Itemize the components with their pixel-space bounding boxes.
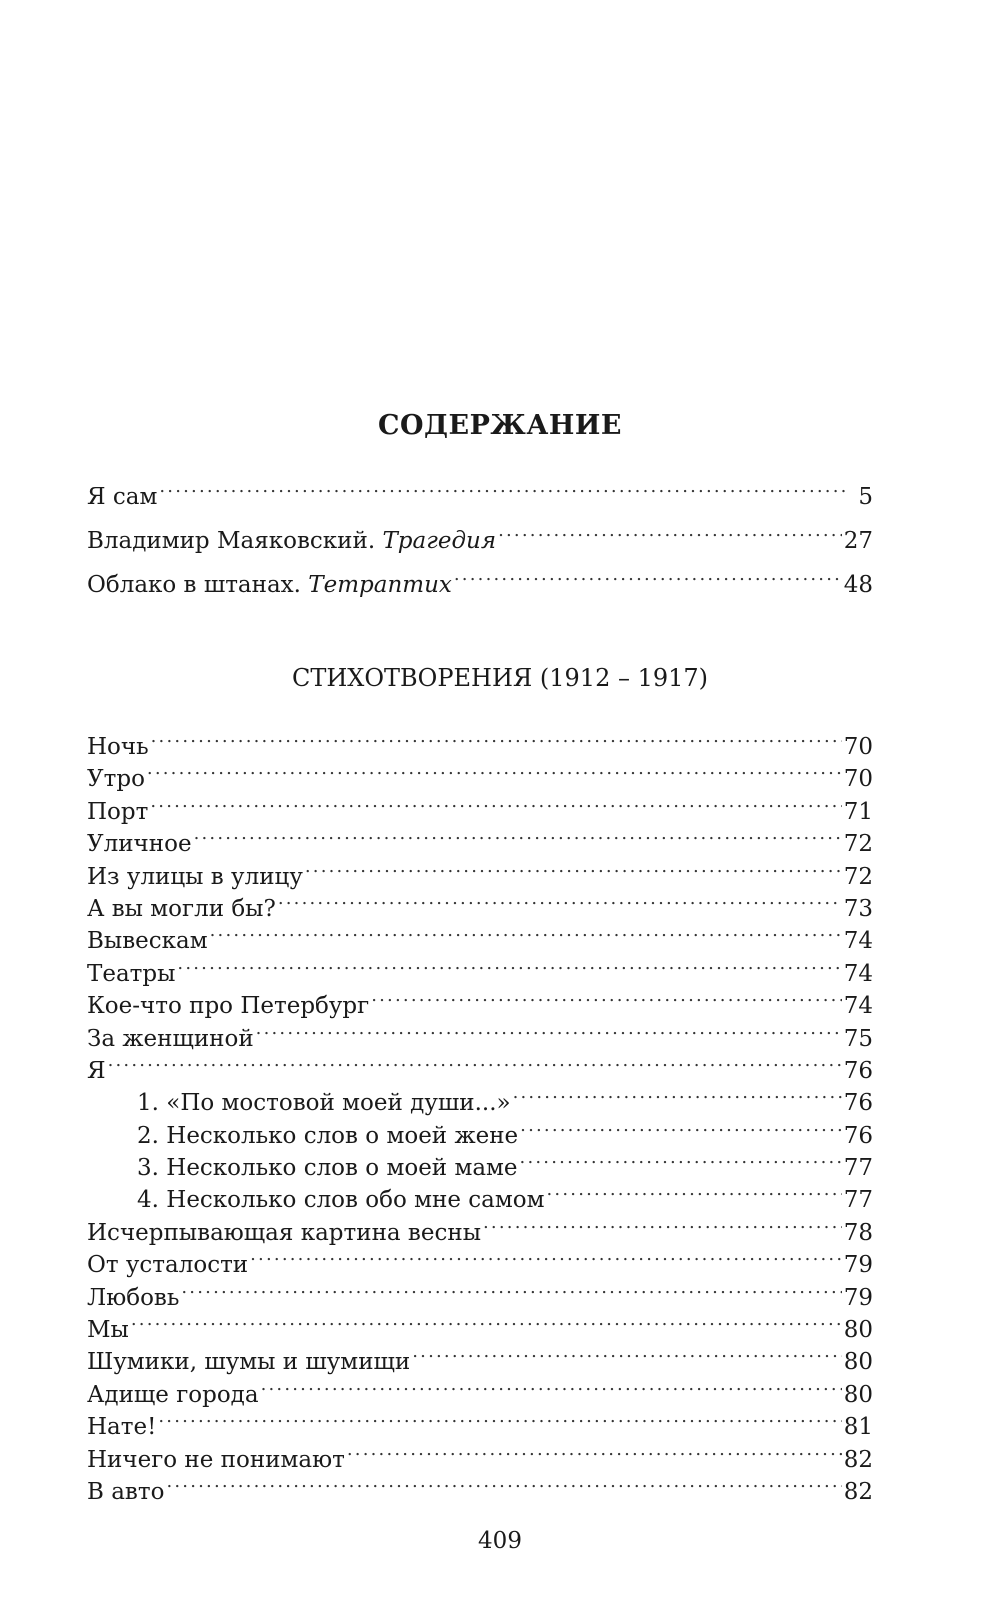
toc-entry-title: Из улицы в улицу (87, 863, 303, 890)
toc-entry-title: Порт (87, 798, 149, 825)
toc-entry-title: Ничего не понимают (87, 1446, 345, 1473)
toc-entry-page: 74 (843, 928, 873, 955)
toc-entry (87, 480, 873, 524)
toc-subentry (87, 1151, 873, 1183)
toc-entry (87, 1410, 873, 1442)
toc-entry-page: 73 (843, 895, 873, 922)
toc-entry-page: 77 (843, 1155, 873, 1182)
toc-entry-page: 80 (843, 1317, 873, 1344)
toc-entry (87, 924, 873, 956)
dot-leader (483, 1216, 842, 1240)
toc-entry-title: В авто (87, 1478, 165, 1505)
toc-entry-title: Кое-что про Петербург (87, 993, 370, 1020)
toc-entry-page: 71 (843, 798, 873, 825)
toc-entry-page: 77 (843, 1187, 873, 1214)
toc-entry (87, 957, 873, 989)
dot-leader (181, 1281, 841, 1305)
dot-leader (261, 1378, 842, 1402)
toc-entry-page: 82 (843, 1446, 873, 1473)
toc-entry-title: Утро (87, 766, 145, 793)
toc-entry (87, 1443, 873, 1475)
toc-entry-page: 72 (843, 831, 873, 858)
toc-entry (87, 1281, 873, 1313)
dot-leader (194, 827, 842, 851)
dot-leader (305, 860, 842, 884)
toc-entry-title: Я (87, 1057, 106, 1084)
dot-leader (131, 1313, 842, 1337)
dot-leader (513, 1086, 842, 1110)
toc-entry-title: Уличное (87, 831, 192, 858)
toc-entry (87, 1378, 873, 1410)
toc-entry (87, 860, 873, 892)
dot-leader (108, 1054, 842, 1078)
dot-leader (147, 762, 842, 786)
toc-entry-page: 5 (858, 484, 873, 510)
toc-entry-genre: Тетраптих (308, 572, 452, 598)
dot-leader (520, 1119, 842, 1143)
dot-leader (547, 1183, 842, 1207)
toc-entry-title: А вы могли бы? (87, 895, 276, 922)
toc-entry (87, 1475, 873, 1507)
toc-entry-title: От усталости (87, 1252, 249, 1279)
dot-leader (158, 1410, 841, 1434)
toc-entry (87, 568, 873, 612)
toc-entry-title: Ночь (87, 734, 149, 760)
toc-entry (87, 1313, 873, 1345)
toc-entry-page: 74 (843, 960, 873, 987)
toc-entry-title: Нате! (87, 1414, 157, 1441)
toc-entry-title: Облако в штанах. Тетраптих (87, 572, 452, 598)
toc-entry (87, 1054, 873, 1086)
toc-entry-page: 48 (843, 572, 873, 598)
dot-leader (256, 1022, 842, 1046)
toc-entry-genre: Трагедия (382, 528, 497, 554)
toc-entry-page: 76 (843, 1090, 873, 1117)
dot-leader (498, 524, 842, 548)
toc-top-list (87, 480, 873, 612)
toc-entry (87, 762, 873, 794)
toc-entry-page: 81 (843, 1414, 873, 1441)
toc-entry-page: 72 (843, 863, 873, 890)
toc-entry-page: 27 (843, 528, 873, 554)
toc-entry (87, 1022, 873, 1054)
toc-entry-page: 76 (843, 1122, 873, 1149)
toc-subentry (87, 1086, 873, 1118)
toc-section-list (87, 730, 873, 1507)
toc-entry-page: 74 (843, 993, 873, 1020)
dot-leader (520, 1151, 842, 1175)
toc-entry-page: 79 (843, 1252, 873, 1279)
toc-entry (87, 989, 873, 1021)
toc-entry (87, 827, 873, 859)
toc-entry-page: 75 (843, 1025, 873, 1052)
toc-entry-title: Мы (87, 1317, 129, 1344)
dot-leader (166, 1475, 841, 1499)
toc-entry-page: 80 (843, 1381, 873, 1408)
toc-entry-title: Шумики, шумы и шумищи (87, 1349, 411, 1376)
page-number: 409 (478, 1528, 522, 1554)
toc-entry-page: 79 (843, 1284, 873, 1311)
toc-entry-page: 70 (843, 734, 873, 760)
toc-entry-page: 82 (843, 1478, 873, 1505)
dot-leader (210, 924, 842, 948)
toc-entry (87, 730, 873, 762)
dot-leader (159, 480, 849, 504)
toc-entry-title: 1. «По мостовой моей души...» (137, 1090, 511, 1117)
toc-entry-title: Любовь (87, 1284, 180, 1311)
toc-entry (87, 524, 873, 568)
toc-entry-title: Адище города (87, 1381, 259, 1408)
toc-entry-title: Владимир Маяковский. Трагедия (87, 528, 497, 554)
toc-subentry (87, 1119, 873, 1151)
dot-leader (347, 1443, 842, 1467)
toc-entry-title: Исчерпывающая картина весны (87, 1219, 482, 1246)
toc-entry-title: Театры (87, 960, 176, 987)
dot-leader (250, 1248, 842, 1272)
toc-entry (87, 1345, 873, 1377)
dot-leader (371, 989, 842, 1013)
toc-entry-page: 70 (843, 766, 873, 793)
toc-entry-title: За женщиной (87, 1025, 254, 1052)
toc-entry (87, 1248, 873, 1280)
dot-leader (151, 730, 842, 754)
dot-leader (278, 892, 842, 916)
toc-entry-title: 4. Несколько слов обо мне самом (137, 1187, 545, 1214)
section-title: СТИХОТВОРЕНИЯ (1912 – 1917) (291, 664, 709, 692)
toc-entry-title: Вывескам (87, 928, 208, 955)
dot-leader (454, 568, 842, 592)
toc-entry-page: 76 (843, 1057, 873, 1084)
toc-entry-title: 2. Несколько слов о моей жене (137, 1122, 519, 1149)
toc-entry-title: 3. Несколько слов о моей маме (137, 1155, 518, 1182)
toc-subentry (87, 1183, 873, 1215)
toc-entry-page: 80 (843, 1349, 873, 1376)
toc-entry (87, 1216, 873, 1248)
dot-leader (412, 1345, 841, 1369)
dot-leader (177, 957, 841, 981)
toc-entry-page: 78 (843, 1219, 873, 1246)
page-title: СОДЕРЖАНИЕ (378, 410, 622, 441)
dot-leader (150, 795, 841, 819)
toc-entry (87, 892, 873, 924)
toc-entry (87, 795, 873, 827)
toc-entry-title: Я сам (87, 484, 158, 510)
